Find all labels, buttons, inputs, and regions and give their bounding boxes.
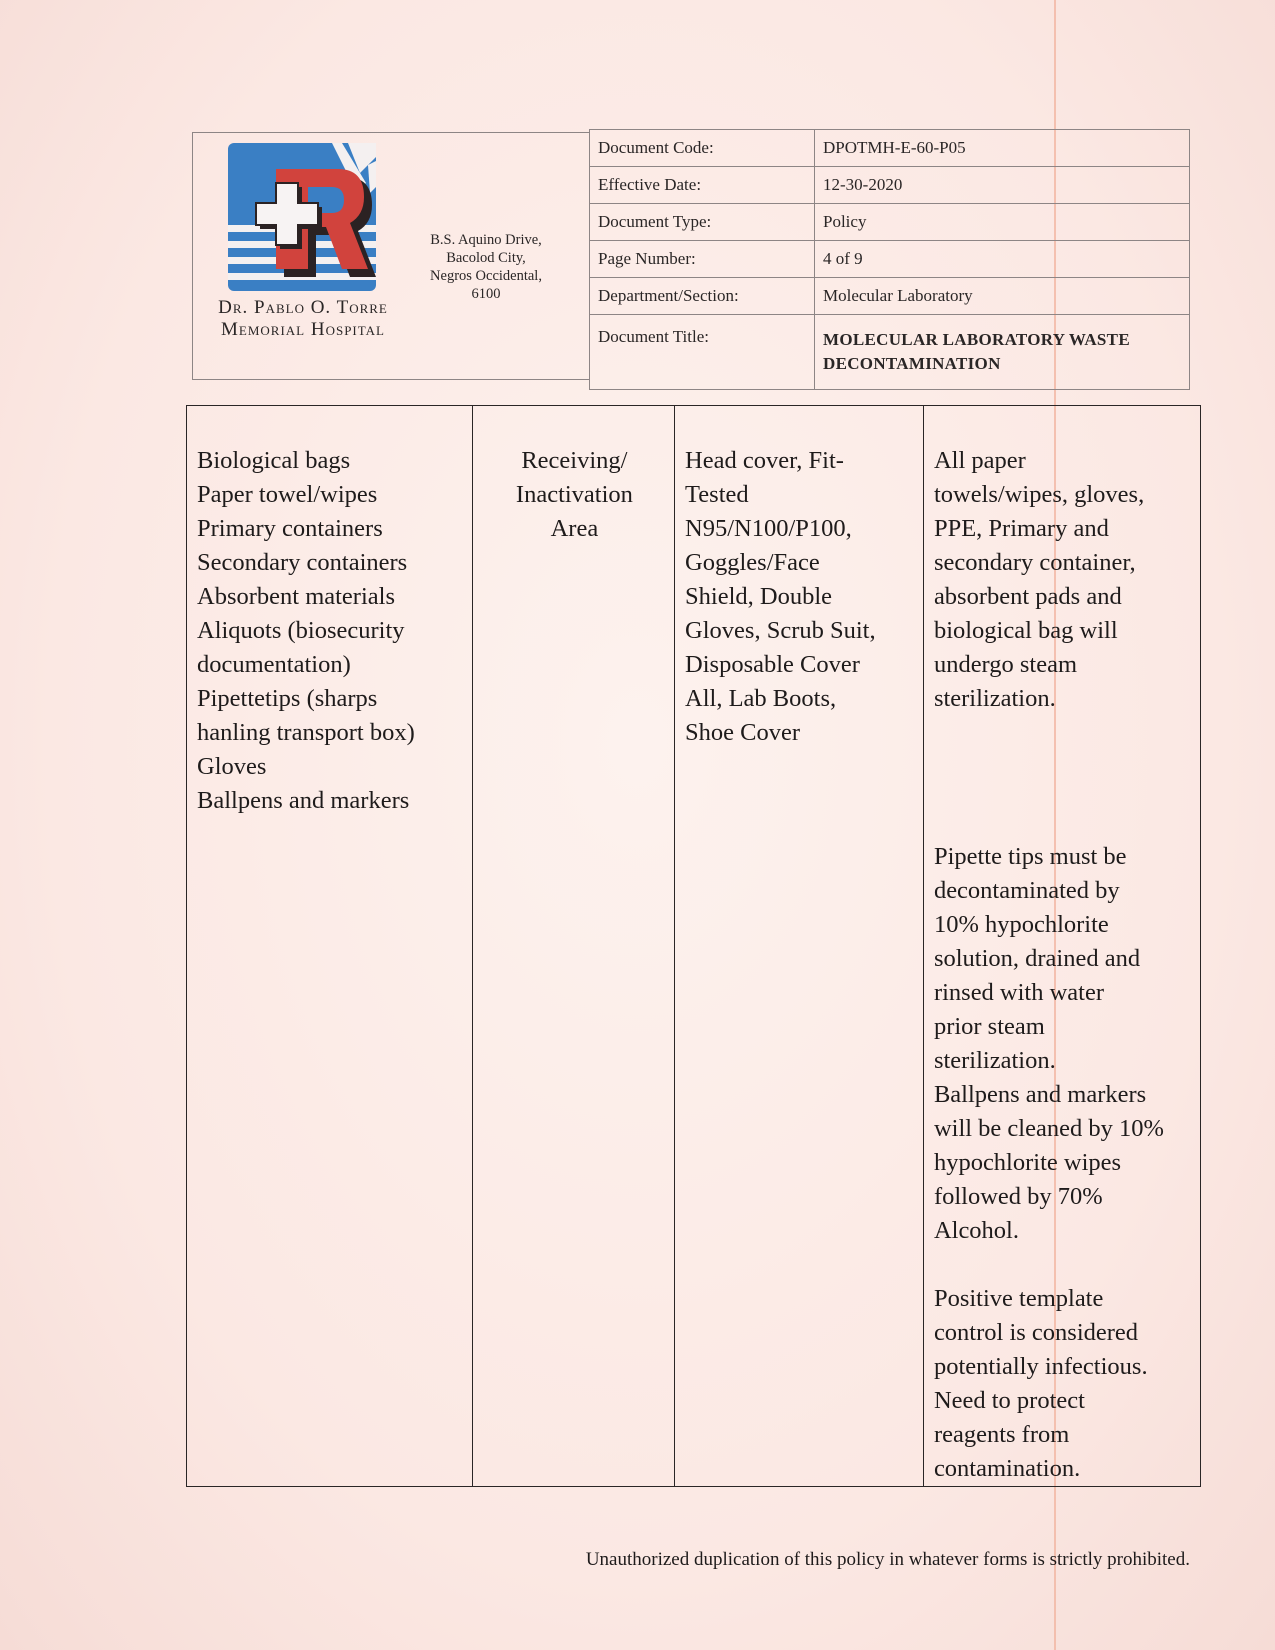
waste-decontamination-table [186,405,1201,1487]
ppe-text: Goggles/Face [685,549,820,576]
waste-items-cell [187,406,473,1487]
list-item: Primary containers [197,515,383,542]
ppe-text: Tested [685,481,749,508]
footer-notice: Unauthorized duplication of this policy in whatever forms is strictly prohibited. [585,1549,1190,1570]
table-row [187,406,1201,1487]
list-item: documentation) [197,651,351,678]
list-item: Gloves [197,753,267,780]
effective-date-value: 12-30-2020 [815,167,1190,204]
address-line: Bacolod City, [446,250,526,266]
field-label: Page Number: [590,241,815,278]
positive-control-paragraph: Positive template control is considered potentially infectious. Need to protect reagents from contamination. [933,1285,1148,1482]
department-row [590,278,1190,315]
hospital-name: Dr. Pablo O. Torre Memorial Hospital [218,297,388,340]
area-text: Area [550,515,599,542]
page-number-value: 4 of 9 [815,241,1190,278]
ppe-text: Head cover, Fit- [685,447,844,474]
list-item: hanling transport box) [197,719,415,746]
document-title-value: MOLECULAR LABORATORY WASTE DECONTAMINATION [815,315,1190,390]
area-text: Receiving/ [521,447,628,474]
address-line: 6100 [471,286,501,302]
department-value: Molecular Laboratory [815,278,1190,315]
ppe-text: Disposable Cover [685,651,860,678]
ppe-cell [675,406,924,1487]
list-item: Paper towel/wipes [197,481,378,508]
hospital-address [411,231,561,303]
hospital-logo-icon [228,143,388,299]
pipette-tips-paragraph: Pipette tips must be decontaminated by 10% hypochlorite solution, drained and rinsed with water prior steam sterilization. Ballpens and markers will be cleaned by 10% hypochlorite wipes followed by 70% Alcohol. [933,843,1164,1244]
ppe-text: All, Lab Boots, [685,685,837,712]
effective-date-row [590,167,1190,204]
field-label: Effective Date: [590,167,815,204]
ppe-text: N95/N100/P100, [685,515,852,542]
steam-sterilization-paragraph: All paper towels/wipes, gloves, PPE, Primary and secondary container, absorbent pads and biological bag will undergo steam sterilization. [933,447,1145,712]
decontamination-cell [923,406,1200,1487]
address-line: Negros Occidental, [430,268,542,284]
field-label: Document Code: [590,130,815,167]
area-cell [472,406,674,1487]
document-title-row [590,315,1190,390]
address-line: B.S. Aquino Drive, [430,232,542,248]
header-logo-cell [192,132,589,380]
list-item: Aliquots (biosecurity [197,617,405,644]
ppe-text: Shoe Cover [685,719,801,746]
ppe-text: Shield, Double [685,583,833,610]
list-item: Pipettetips (sharps [197,685,378,712]
ppe-text: Gloves, Scrub Suit, [685,617,876,644]
area-text: Inactivation [515,481,633,508]
list-item: Secondary containers [197,549,408,576]
document-code-row [590,130,1190,167]
list-item: Ballpens and markers [197,787,410,814]
document-type-value: Policy [815,204,1190,241]
document-type-row [590,204,1190,241]
field-label: Document Title: [590,315,815,390]
document-code-value: DPOTMH-E-60-P05 [815,130,1190,167]
document-info-table [589,129,1190,390]
list-item: Biological bags [197,447,351,474]
field-label: Department/Section: [590,278,815,315]
page-number-row [590,241,1190,278]
list-item: Absorbent materials [197,583,395,610]
field-label: Document Type: [590,204,815,241]
